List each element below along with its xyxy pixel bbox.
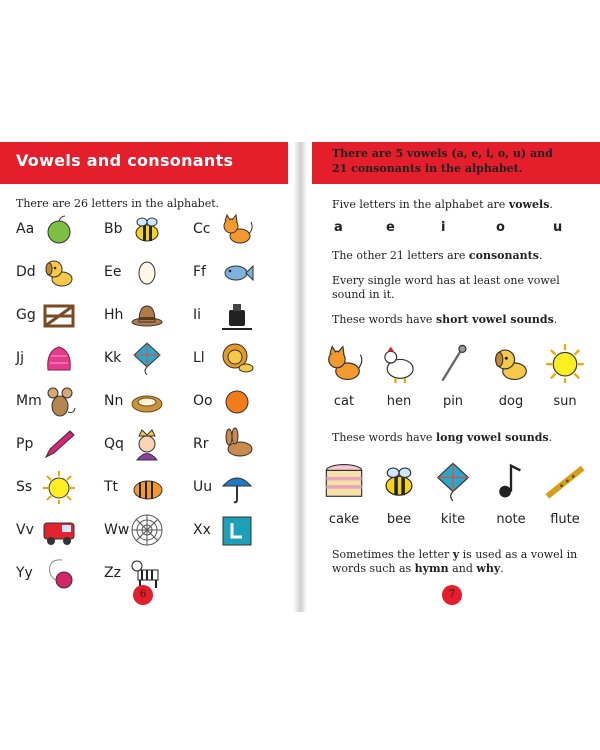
letter-pp: Pp — [16, 436, 34, 452]
word-dog: dog — [498, 394, 524, 409]
sun-icon — [42, 470, 76, 504]
bee-icon — [130, 212, 164, 246]
bee-icon — [379, 461, 419, 501]
letter-nn: Nn — [104, 393, 124, 409]
letter-oo: Oo — [193, 393, 213, 409]
flute-icon — [545, 461, 585, 501]
dog-icon — [42, 255, 76, 289]
letter-tt: Tt — [104, 479, 119, 495]
summary-text: There are 5 vowels (a, e, i, o, u) and 21 consonants in the alphabet. — [332, 147, 553, 175]
lion-icon — [220, 341, 254, 375]
letter-kk: Kk — [104, 350, 122, 366]
word-flute: flute — [550, 512, 580, 527]
letter-hh: Hh — [104, 307, 124, 323]
intro-text: There are 26 letters in the alphabet. — [16, 197, 220, 210]
pin-icon — [433, 343, 473, 383]
jelly-icon — [42, 341, 76, 375]
title-banner — [0, 142, 288, 184]
word-cat: cat — [333, 394, 355, 409]
letter-gg: Gg — [16, 307, 36, 323]
pen-icon — [42, 427, 76, 461]
vowel-u: u — [553, 220, 563, 235]
nest-icon — [130, 384, 164, 418]
letter-xx: Xx — [193, 522, 211, 538]
sun-icon — [545, 343, 585, 383]
van-icon — [42, 513, 76, 547]
yarn-icon — [42, 556, 76, 590]
letter-ll: Ll — [193, 350, 205, 366]
letter-cc: Cc — [193, 221, 211, 237]
gate-icon — [42, 298, 76, 332]
hat-icon — [130, 298, 164, 332]
note-icon — [491, 461, 531, 501]
mouse-icon — [42, 384, 76, 418]
vowel-o: o — [496, 220, 505, 235]
summary-banner — [312, 142, 600, 184]
letter-dd: Dd — [16, 264, 36, 280]
letter-yy: Yy — [16, 565, 33, 581]
hen-icon — [379, 343, 419, 383]
every-word-sentence: Every single word has at least one vowel sound in it. — [332, 274, 560, 301]
umbrella-icon — [220, 470, 254, 504]
x-ray-icon — [220, 513, 254, 547]
word-hen: hen — [386, 394, 412, 409]
letter-uu: Uu — [193, 479, 213, 495]
queen-icon — [130, 427, 164, 461]
word-pin: pin — [442, 394, 464, 409]
cat-icon — [324, 343, 364, 383]
letter-mm: Mm — [16, 393, 42, 409]
cat-icon — [220, 212, 254, 246]
short-vowel-sentence: These words have short vowel sounds. — [332, 313, 558, 326]
book-gutter — [293, 142, 307, 612]
web-icon — [130, 513, 164, 547]
apple-icon — [42, 212, 76, 246]
page-number-left: 6 — [133, 585, 153, 605]
egg-icon — [130, 255, 164, 289]
letter-jj: Jj — [16, 350, 25, 366]
word-bee: bee — [386, 512, 412, 527]
word-sun: sun — [553, 394, 577, 409]
rabbit-icon — [220, 427, 254, 461]
y-vowel-sentence: Sometimes the letter y is used as a vowel in words such as hymn and why. — [332, 548, 578, 575]
vowel-e: e — [386, 220, 395, 235]
page-title: Vowels and consonants — [16, 151, 234, 170]
letter-ww: Ww — [104, 522, 130, 538]
long-vowel-sentence: These words have long vowel sounds. — [332, 431, 553, 444]
letter-rr: Rr — [193, 436, 209, 452]
tiger-icon — [130, 470, 164, 504]
letter-ff: Ff — [193, 264, 206, 280]
kite-icon — [130, 341, 164, 375]
letter-ee: Ee — [104, 264, 122, 280]
word-note: note — [496, 512, 526, 527]
fish-icon — [220, 255, 254, 289]
vowel-a: a — [334, 220, 343, 235]
kite-icon — [433, 461, 473, 501]
letter-ss: Ss — [16, 479, 33, 495]
letter-ii: Ii — [193, 307, 202, 323]
letter-qq: Qq — [104, 436, 124, 452]
vowel-i: i — [441, 220, 446, 235]
word-cake: cake — [328, 512, 360, 527]
vowels-sentence: Five letters in the alphabet are vowels. — [332, 198, 553, 211]
letter-zz: Zz — [104, 565, 121, 581]
dog-icon — [491, 343, 531, 383]
letter-aa: Aa — [16, 221, 35, 237]
page-number-right: 7 — [442, 585, 462, 605]
word-kite: kite — [440, 512, 466, 527]
ink-icon — [220, 298, 254, 332]
letter-bb: Bb — [104, 221, 123, 237]
consonants-sentence: The other 21 letters are consonants. — [332, 249, 543, 262]
orange-icon — [220, 384, 254, 418]
cake-icon — [324, 461, 364, 501]
letter-vv: Vv — [16, 522, 34, 538]
